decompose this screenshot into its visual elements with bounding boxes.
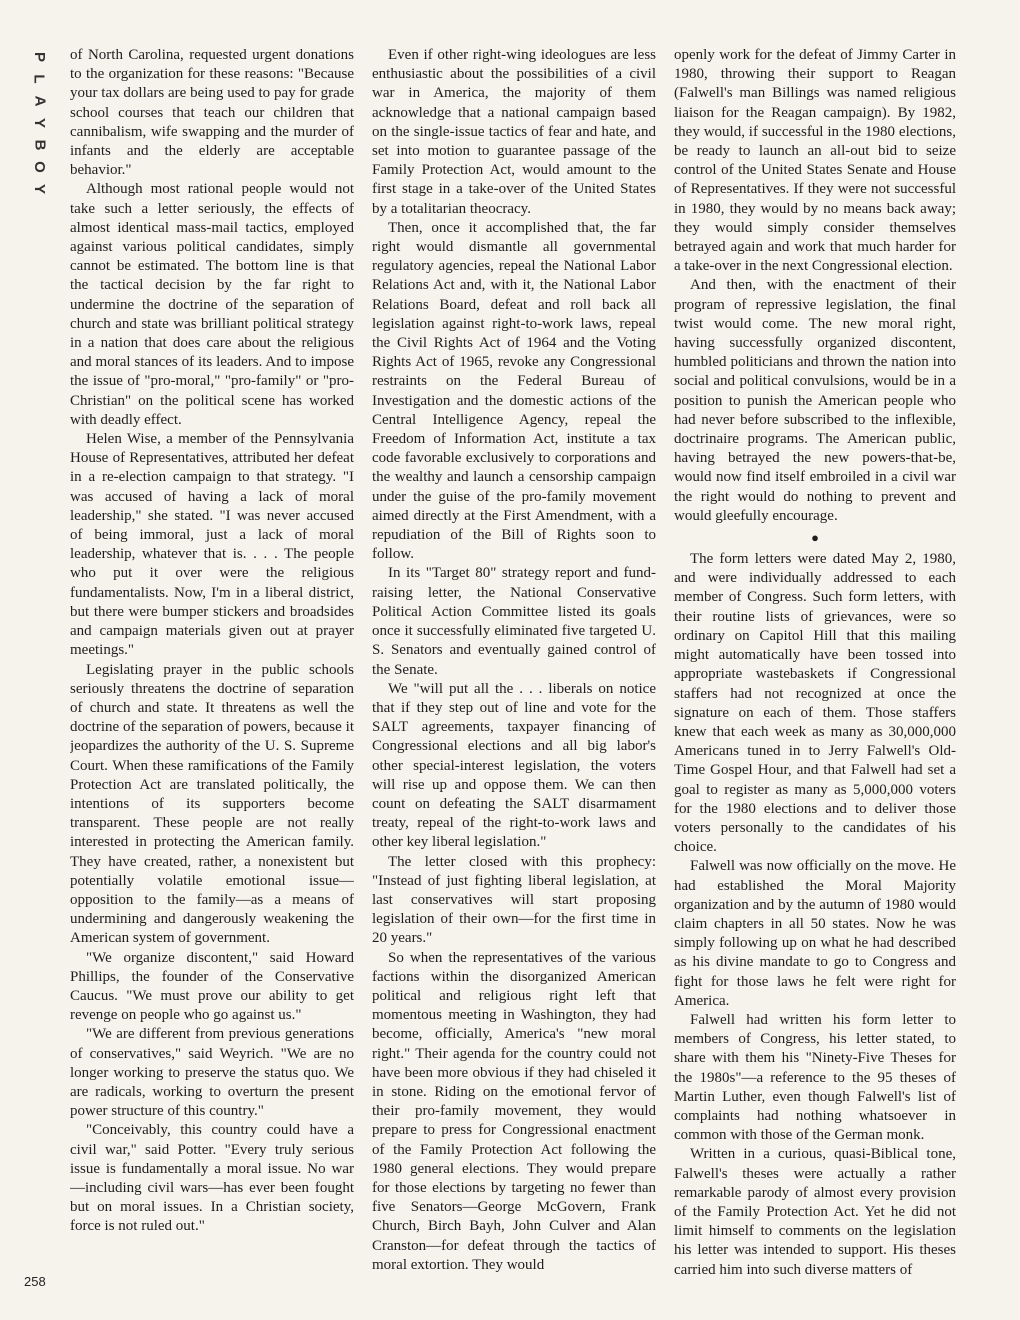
paragraph: "We organize discontent," said Howard Phillips, the founder of the Conservative Caucus. "We must prove our ability to get revenge on people who go against us." (70, 949, 354, 1024)
paragraph: The letter closed with this prophecy: "Instead of just fighting liberal legislation, at last conservatives will start proposing legislation of their own—for the first time in 20 years." (372, 853, 656, 947)
magazine-name-letter: L (30, 74, 48, 84)
paragraph: openly work for the defeat of Jimmy Carter in 1980, throwing their support to Reagan (Falwell's man Billings was named religious liaison for the Reagan campaign). By 1982, they would, if successful in the 1980 elections, be ready to launch an all-out bid to seize control of the United States Senate and House of Representatives. If they were not successful in 1980, they would by no means back away; they would simply consider themselves betrayed again and work that much harder for a take-over in the next Congressional election. (674, 47, 956, 275)
paragraph: Helen Wise, a member of the Pennsylvania House of Representatives, attributed her defeat in a re-election campaign to that strategy. "I was accused of having a lack of moral leadership," she stated. "I was never accused of being immoral, just a lack of moral leadership, whatever that is. . . . The people who put it over were the religious fundamentalists. Now, I'm in a liberal district, but there were bumper stickers and broadsides and campaign materials given out at prayer meetings." (70, 431, 354, 659)
paragraph: "We are different from previous generations of conservatives," said Weyrich. "We are no longer working to preserve the status quo. We are radicals, working to overturn the present power structure of this country." (70, 1026, 354, 1120)
magazine-name-letter: O (30, 161, 48, 173)
paragraph: Then, once it accomplished that, the far right would dismantle all governmental regulatory agencies, repeal the National Labor Relations Act and, with it, the National Labor Relations Board, defeat and roll back all legislation against right-to-work laws, repeal the Civil Rights Act of 1964 and the Voting Rights Act of 1965, revoke any Congressional restraints on the Federal Bureau of Investigation and the domestic actions of the Central Intelligence Agency, repeal the Freedom of Information Act, institute a tax code favorable exclusively to corporations and the wealthy and launch a censorship campaign under the guise of the pro-family movement aimed directly at the First Amendment, with a repudiation of the Bill of Rights soon to follow. (372, 219, 656, 563)
magazine-name-letter: Y (30, 183, 48, 195)
paragraph: In its "Target 80" strategy report and fund-raising letter, the National Conservative Political Action Committee listed its goals once it successfully eliminated five targeted U. S. Senators and eventually gained control of the Senate. (372, 565, 656, 678)
paragraph: "Conceivably, this country could have a civil war," said Potter. "Every truly serious issue is fundamentally a moral issue. No war—including civil wars—has ever been fought but on moral issues. In a Christian society, force is not ruled out." (70, 1122, 354, 1235)
paragraph: Written in a curious, quasi-Biblical tone, Falwell's theses were actually a rather remarkable parody of almost every provision of the Family Protection Act. Yet he did not limit himself to comments on the legislation his letter was intended to support. His theses carried him into such diverse matters of (674, 1146, 956, 1278)
paragraph: of North Carolina, requested urgent donations to the organization for these reasons: "Because your tax dollars are being used to pay for grade school courses that teach our children that cannibalism, wife swapping and the murder of infants and the elderly are acceptable behavior." (70, 47, 354, 179)
magazine-name-letter: B (31, 139, 48, 151)
paragraph: Although most rational people would not take such a letter seriously, the effects of almost identical mass-mail tactics, employed against various political candidates, simply cannot be estimated. The bottom line is that the tactical decision by the far right to undermine the doctrine of the separation of church and state was brilliant political strategy in a nation that does care about the religious and moral stances of its leaders. And to impose the issue of "pro-moral," "pro-family" or "pro-Christian" on the political scene has worked with deadly effect. (70, 181, 354, 428)
paragraph: Falwell was now officially on the move. He had established the Moral Majority organization and by the autumn of 1980 would claim chapters in all 50 states. Now he was simply following up on what he had described as his divine mandate to go to Congress and fight for those laws he felt were right for America. (674, 858, 956, 1009)
paragraph: We "will put all the . . . liberals on notice that if they step out of line and vote for the SALT agreements, taxpayer financing of Congressional elections and all big labor's other special-interest legislation, the voters will rise up and oppose them. We can then count on defeating the SALT disarmament treaty, repeal of the right-to-work laws and other key liberal legislation." (372, 680, 656, 851)
text-column-2 (372, 46, 656, 1296)
paragraph: Legislating prayer in the public schools seriously threatens the doctrine of separation of church and state. It threatens as well the doctrine of the separation of powers, because it jeopardizes the authority of the U. S. Supreme Court. When these ramifications of the Family Protection Act are translated politically, the intentions of its supporters become transparent. These people are not really interested in protecting the American family. They have created, rather, a nonexistent but potentially volatile emotional issue—opposition to the family—as a means of undermining and dangerously weakening the American system of government. (70, 661, 354, 947)
paragraph: The form letters were dated May 2, 1980, and were individually addressed to each member of Congress. Such form letters, with their routine lists of grievances, were so ordinary on Capitol Hill that this mailing might automatically have been tossed into appropriate wastebaskets if Congressional staffers had not recognized at once the signature on each of them. Those staffers knew that each week as many as 30,000,000 Americans tuned in to Jerry Falwell's Old-Time Gospel Hour, and that Falwell had set a goal to register as many as 5,000,000 voters for the 1980 elections and to deliver those voters personally to the candidates of his choice. (674, 551, 956, 856)
magazine-name-letter: Y (30, 117, 48, 129)
magazine-name-letter: A (31, 95, 48, 107)
text-column-3 (674, 46, 956, 1296)
paragraph: Falwell had written his form letter to members of Congress, his letter stated, to share with them his "Ninety-Five Theses for the 1980s"—a reference to the 95 theses of Martin Luther, even though Falwell's list of complaints had nothing whatsoever in common with those of the German monk. (674, 1011, 956, 1144)
magazine-name-letter: P (30, 51, 48, 63)
magazine-name (28, 46, 50, 200)
paragraph: And then, with the enactment of their program of repressive legislation, the final twist would come. The new moral right, having successfully organized discontent, humbled politicians and thrown the nation into social and political convulsions, would be in a position to punish the American people who had never before subscribed to the inflexible, doctrinaire programs. The American public, having betrayed the new powers-that-be, would now find itself embroiled in a civil war the right would do nothing to prevent and would gleefully encourage. (674, 277, 956, 524)
paragraph: Even if other right-wing ideologues are less enthusiastic about the possibilities of a civil war in America, the majority of them acknowledge that a national campaign based on the single-issue tactics of fear and hate, and set into motion to guarantee passage of the Family Protection Act, would amount to the first stage in a take-over of the United States by a totalitarian theocracy. (372, 47, 656, 217)
page-number: 258 (24, 1274, 46, 1289)
section-separator-dot: ● (811, 530, 819, 546)
text-column-1 (70, 46, 354, 1296)
paragraph: So when the representatives of the various factions within the disorganized American political and religious right left that momentous meeting in Washington, they had become, officially, America's "new moral right." Their agenda for the country could not have been more obvious if they had chiseled it in stone. Riding on the emotional fervor of their pro-family movement, they would prepare to press for Congressional enactment of the Family Protection Act following the 1980 general elections. They would prepare for those elections by targeting no fewer than five Senators—George McGovern, Frank Church, Birch Bayh, John Culver and Alan Cranston—for defeat through the tactics of moral extortion. They would (372, 949, 656, 1273)
